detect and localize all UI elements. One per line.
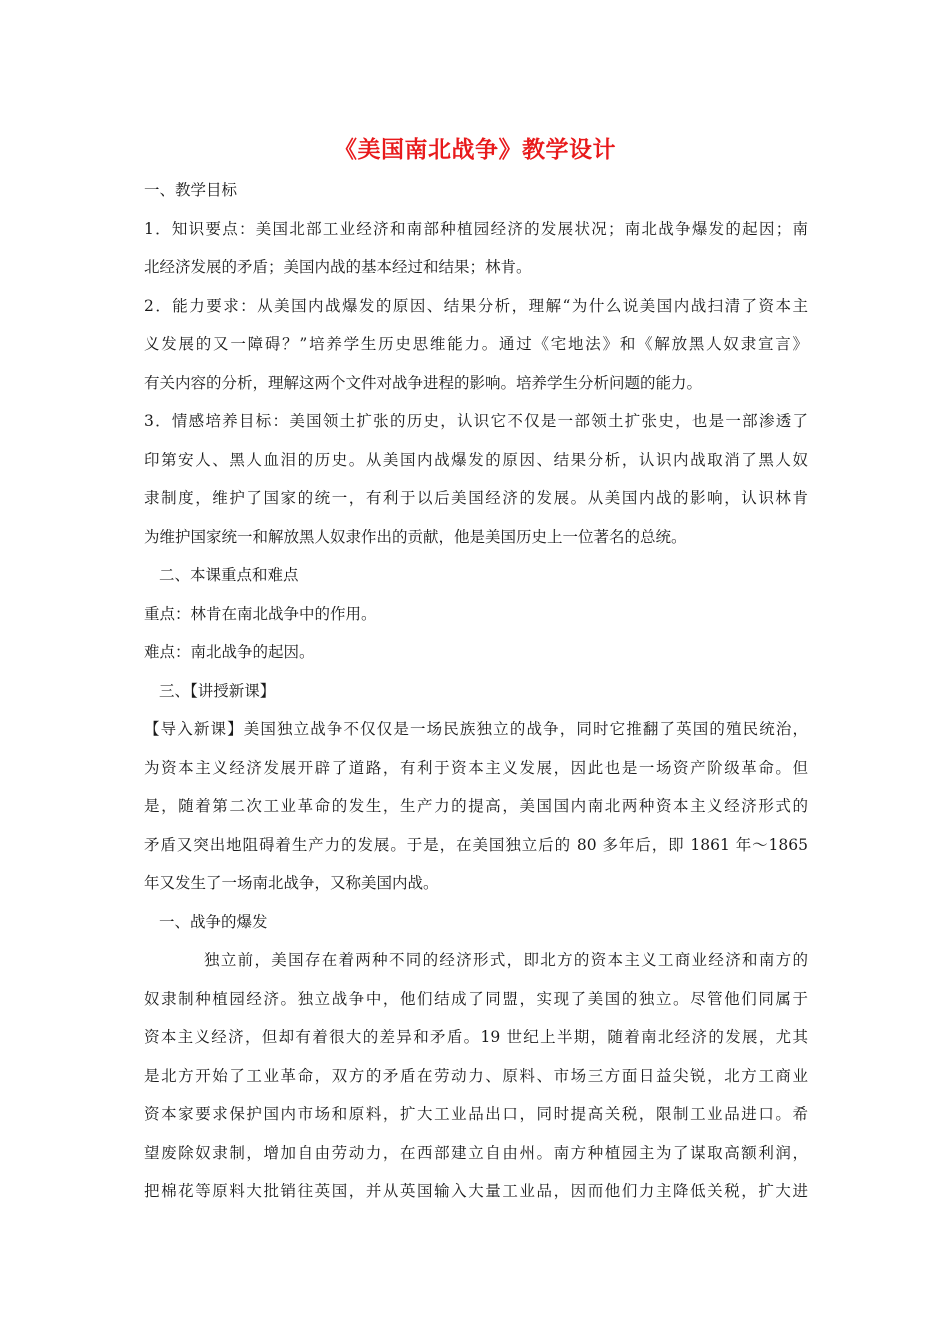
text-line: 是北方开始了工业革命，双方的矛盾在劳动力、原料、市场三方面日益尖锐，北方工商业 [144,1066,808,1085]
text-line: 年又发生了一场南北战争，又称美国内战。 [144,874,439,892]
text-line: 二、本课重点和难点 [159,566,299,584]
text-line: 重点：林肯在南北战争中的作用。 [144,604,377,623]
text-line: 资本主义经济，但却有着很大的差异和矛盾。19 世纪上半期，随着南北经济的发展，尤其 [144,1028,808,1046]
text-line: 为资本主义经济发展开辟了道路，有利于资本主义发展，因此也是一场资产阶级革命。但 [144,758,808,777]
text-line: 矛盾又突出地阻碍着生产力的发展。于是，在美国独立后的 80 多年后，即 1861 年～1865 [144,835,808,854]
text-line: 资本家要求保护国内市场和原料，扩大工业品出口，同时提高关税，限制工业品进口。希 [144,1105,808,1123]
text-line: 奴隶制种植园经济。独立战争中，他们结成了同盟，实现了美国的独立。尽管他们同属于 [144,989,808,1008]
text-line: 望废除奴隶制，增加自由劳动力，在西部建立自由州。南方种植园主为了谋取高额利润， [144,1143,808,1162]
document-title: 《美国南北战争》教学设计 [334,136,616,163]
text-line: 3．情感培养目标：美国领土扩张的历史，认识它不仅是一部领土扩张史，也是一部渗透了 [144,412,808,430]
text-line: 有关内容的分析，理解这两个文件对战争进程的影响。培养学生分析问题的能力。 [144,373,703,392]
text-line: 隶制度，维护了国家的统一，有利于以后美国经济的发展。从美国内战的影响，认识林肯 [144,489,808,507]
text-line: 2．能力要求：从美国内战爆发的原因、结果分析，理解“为什么说美国内战扫清了资本主 [144,296,808,315]
text-line: 独立前，美国存在着两种不同的经济形式，即北方的资本主义工商业经济和南方的 [204,951,808,969]
text-line: 一、战争的爆发 [159,912,268,931]
text-line: 三、【讲授新课】 [159,681,276,700]
text-line: 是，随着第二次工业革命的发生，生产力的提高，美国国内南北两种资本主义经济形式的 [144,797,808,815]
text-line: 北经济发展的矛盾；美国内战的基本经过和结果；林肯。 [144,258,532,276]
text-line: 印第安人、黑人血泪的历史。从美国内战爆发的原因、结果分析，认识内战取消了黑人奴 [144,450,808,469]
text-line: 1．知识要点：美国北部工业经济和南部种植园经济的发展状况；南北战争爆发的起因；南 [144,219,808,238]
text-line: 难点：南北战争的起因。 [144,643,315,661]
document-body [144,171,808,1211]
text-line: 为维护国家统一和解放黑人奴隶作出的贡献，他是美国历史上一位著名的总统。 [144,527,687,546]
text-line: 【导入新课】美国独立战争不仅仅是一场民族独立的战争，同时它推翻了英国的殖民统治， [144,720,808,738]
text-line: 一、教学目标 [144,181,238,199]
text-line: 义发展的又一障碍？”培养学生历史思维能力。通过《宅地法》和《解放黑人奴隶宣言》 [144,335,808,353]
text-line: 把棉花等原料大批销往英国，并从英国输入大量工业品，因而他们力主降低关税，扩大进 [144,1182,808,1200]
